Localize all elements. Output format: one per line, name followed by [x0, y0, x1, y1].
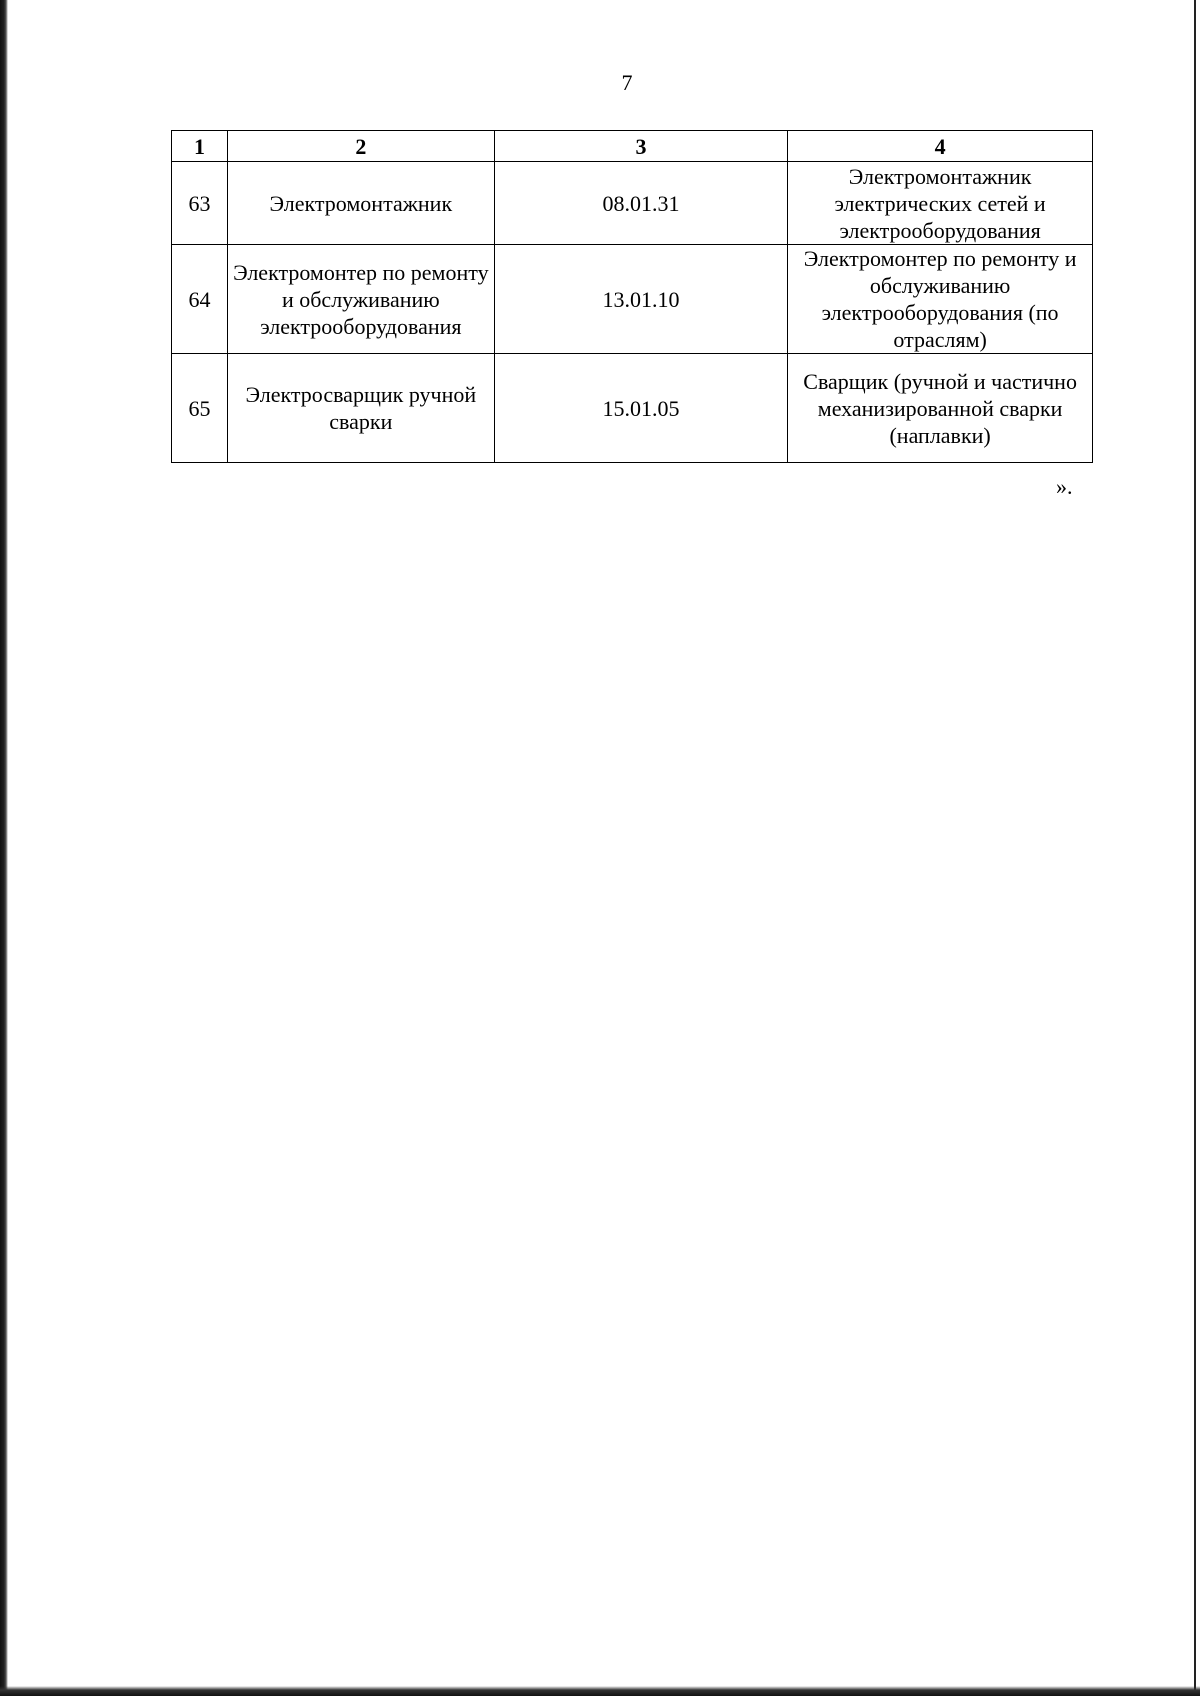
table-row — [172, 354, 1093, 463]
page-number: 7 — [621, 70, 633, 95]
profession-name: Электромонтер по ремонту и обслуживанию электрооборудования — [227, 245, 494, 354]
header-col-2: 2 — [227, 131, 494, 162]
table-row — [172, 162, 1093, 245]
profession-code: 15.01.05 — [494, 354, 787, 463]
header-col-1: 1 — [172, 131, 228, 162]
scan-edge-right — [1194, 0, 1196, 1696]
profession-name: Электросварщик ручной сварки — [227, 354, 494, 463]
profession-name: Электромонтажник — [227, 162, 494, 245]
header-col-3: 3 — [494, 131, 787, 162]
new-profession-name: Сварщик (ручной и частично механизированной сварки (наплавки) — [788, 354, 1093, 463]
new-profession-name: Электромонтер по ремонту и обслуживанию электрооборудования (по отраслям) — [788, 245, 1093, 354]
header-col-4: 4 — [788, 131, 1093, 162]
table-row — [172, 245, 1093, 354]
row-number: 63 — [172, 162, 228, 245]
scan-edge-bottom — [0, 1686, 1200, 1696]
scan-edge-left — [0, 0, 8, 1696]
professions-table — [171, 130, 1093, 463]
row-number: 65 — [172, 354, 228, 463]
row-number: 64 — [172, 245, 228, 354]
profession-code: 13.01.10 — [494, 245, 787, 354]
new-profession-name: Электромонтажник электрических сетей и электрооборудования — [788, 162, 1093, 245]
table-header-row — [172, 131, 1093, 162]
profession-code: 08.01.31 — [494, 162, 787, 245]
closing-quote: ». — [1056, 474, 1073, 499]
